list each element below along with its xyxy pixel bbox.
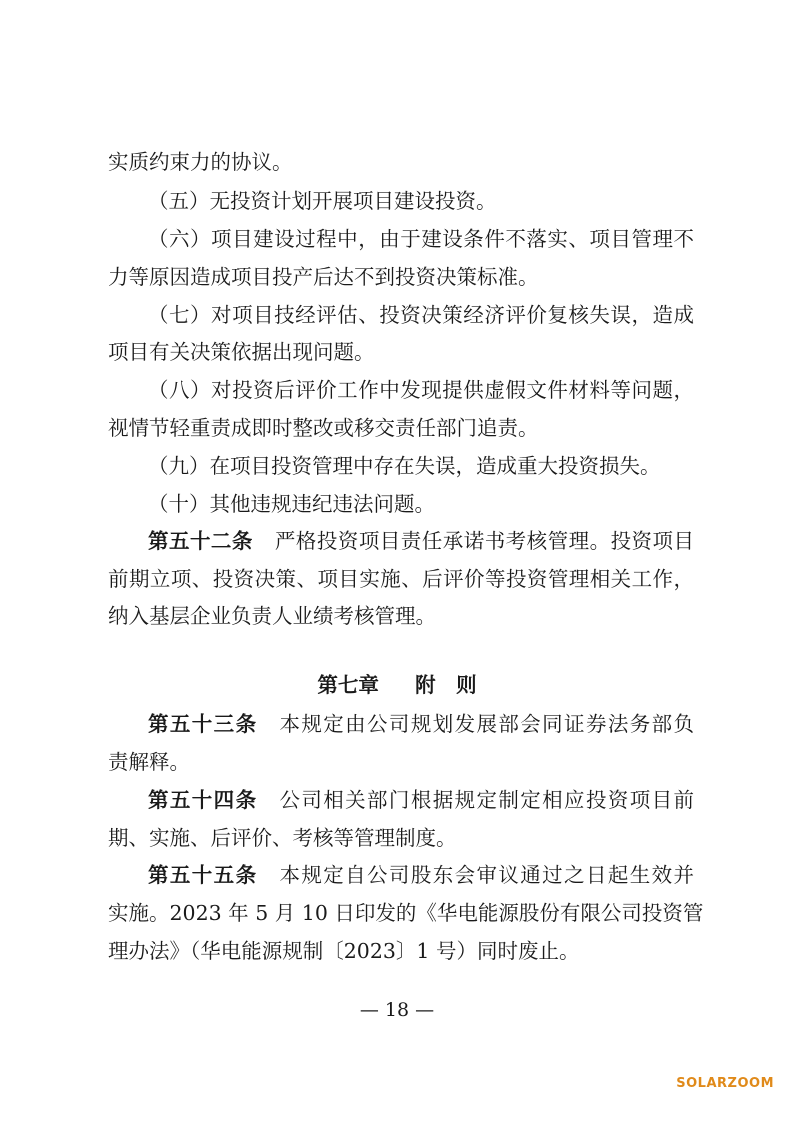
article-55-label: 第五十五条 [148,863,258,887]
text-line: 实施。2023 年 5 月 10 日印发的《华电能源股份有限公司投资管 [108,901,704,925]
chapter-number: 第七章 [317,673,379,697]
article-52-text: 严格投资项目责任承诺书考核管理。投资项目 [274,529,695,553]
text-line: 理办法》（华电能源规制〔2023〕1 号）同时废止。 [108,939,580,963]
text-line: （九）在项目投资管理中存在失误，造成重大投资损失。 [148,454,661,478]
text-line: 视情节轻重责成即时整改或移交责任部门追责。 [108,416,539,440]
text-line: 责解释。 [108,750,190,774]
text-line: 纳入基层企业负责人业绩考核管理。 [108,604,436,628]
article-53-line [148,710,694,738]
article-52-line [148,527,694,555]
text-line: （十）其他违规违纪违法问题。 [148,492,435,516]
article-53-text: 本规定由公司规划发展部会同证券法务部负 [279,712,695,736]
text-line: 实质约束力的协议。 [108,150,293,174]
text-line: 项目有关决策依据出现问题。 [108,340,375,364]
text-line: 前期立项、投资决策、项目实施、后评价等投资管理相关工作， [108,567,694,591]
text-line: （八）对投资后评价工作中发现提供虚假文件材料等问题， [148,378,694,402]
text-line: （七）对项目技经评估、投资决策经济评价复核失误，造成 [148,303,694,327]
text-line: 力等原因造成项目投产后达不到投资决策标准。 [108,265,539,289]
article-55-line [148,861,694,889]
article-54-text: 公司相关部门根据规定制定相应投资项目前 [279,788,695,812]
page-number: — 18 — [359,999,435,1021]
article-52-label: 第五十二条 [148,529,253,553]
watermark-logo: SOLARZOOM [676,1076,774,1091]
text-line: 期、实施、后评价、考核等管理制度。 [108,826,457,850]
text-line: （五）无投资计划开展项目建设投资。 [148,189,497,213]
article-53-label: 第五十三条 [148,712,258,736]
article-54-label: 第五十四条 [148,788,258,812]
chapter-title: 附 则 [415,673,477,697]
article-54-line [148,786,694,814]
chapter-heading [0,671,794,699]
article-55-text: 本规定自公司股东会审议通过之日起生效并 [279,863,695,887]
text-line: （六）项目建设过程中，由于建设条件不落实、项目管理不 [148,227,694,251]
